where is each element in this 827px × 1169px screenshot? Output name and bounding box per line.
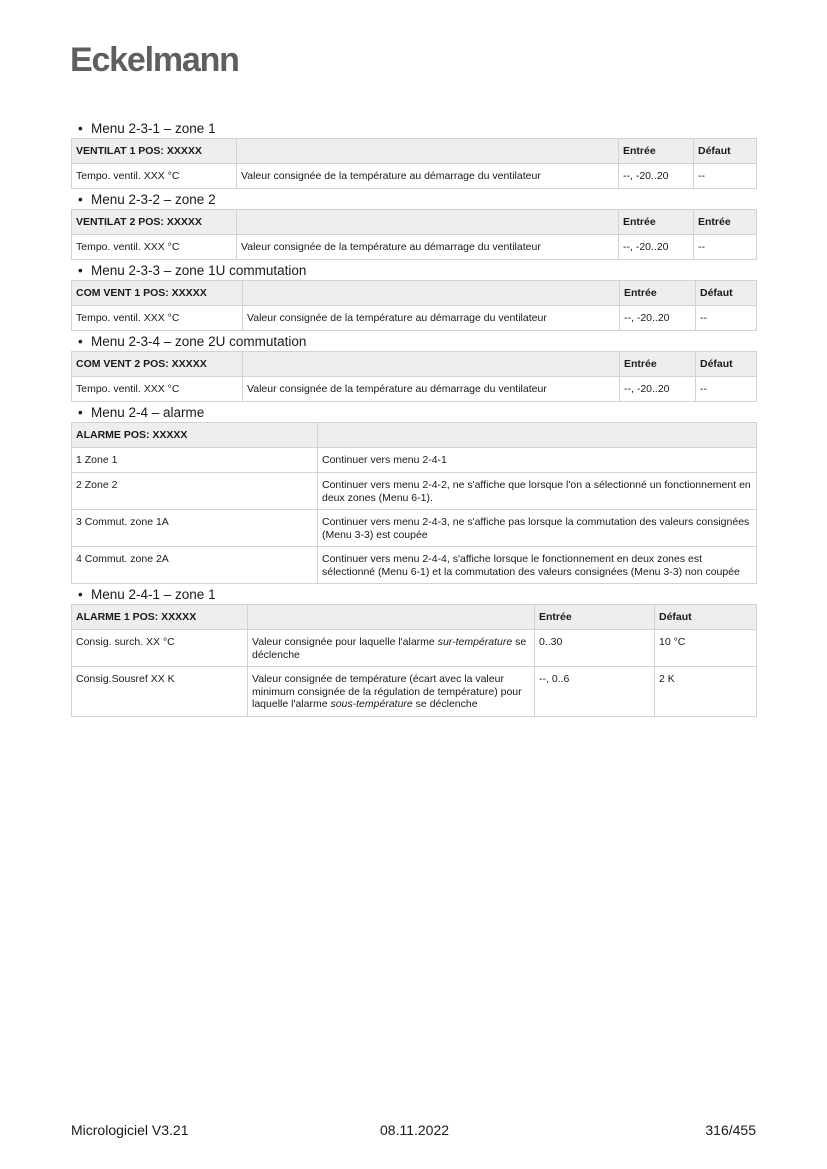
table-cell: --, -20..20 [619, 235, 694, 260]
header-cell: ALARME POS: XXXXX [72, 423, 318, 448]
table-cell: 3 Commut. zone 1A [72, 510, 318, 547]
table-header-row [72, 352, 757, 377]
table-cell: -- [696, 377, 757, 402]
header-cell [243, 281, 620, 306]
table-cell: Valeur consignée pour laquelle l'alarme sur-température se déclenche [248, 630, 535, 667]
table-header-row [72, 423, 757, 448]
header-cell [318, 423, 757, 448]
header-cell: Défaut [694, 139, 757, 164]
bullet-icon: • [78, 192, 83, 207]
table-cell: 4 Commut. zone 2A [72, 547, 318, 584]
table-cell: --, -20..20 [619, 164, 694, 189]
header-cell: Entrée [620, 281, 696, 306]
header-cell: ALARME 1 POS: XXXXX [72, 605, 248, 630]
header-cell: VENTILAT 1 POS: XXXXX [72, 139, 237, 164]
header-cell: COM VENT 1 POS: XXXXX [72, 281, 243, 306]
header-cell [248, 605, 535, 630]
table-cell: Continuer vers menu 2-4-2, ne s'affiche que lorsque l'on a sélectionné un fonctionnement en deux zones (Menu 6-1). [318, 473, 757, 510]
table-row [72, 235, 757, 260]
alarm-zone-table [71, 604, 757, 717]
bullet-icon: • [78, 334, 83, 349]
company-logo: Eckelmann [70, 41, 239, 79]
bullet-icon: • [78, 405, 83, 420]
table-cell: Tempo. ventil. XXX °C [72, 164, 237, 189]
header-cell: VENTILAT 2 POS: XXXXX [72, 210, 237, 235]
footer-page-number: 316/455 [705, 1122, 756, 1138]
table-cell: --, 0..6 [535, 667, 655, 717]
table-cell: -- [694, 235, 757, 260]
section-heading: • Menu 2-4 – alarme [78, 405, 205, 420]
table-header-row [72, 281, 757, 306]
table-cell: Valeur consignée de la température au démarrage du ventilateur [243, 377, 620, 402]
table-cell: Valeur consignée de la température au démarrage du ventilateur [243, 306, 620, 331]
header-cell: COM VENT 2 POS: XXXXX [72, 352, 243, 377]
section-heading: • Menu 2-3-1 – zone 1 [78, 121, 216, 136]
header-cell: Entrée [619, 139, 694, 164]
bullet-icon: • [78, 121, 83, 136]
header-cell: Défaut [696, 352, 757, 377]
header-cell: Entrée [619, 210, 694, 235]
bullet-icon: • [78, 587, 83, 602]
header-cell [243, 352, 620, 377]
table-row [72, 377, 757, 402]
table-cell: Continuer vers menu 2-4-3, ne s'affiche pas lorsque la commutation des valeurs consignées (Menu 3-3) est coupée [318, 510, 757, 547]
bullet-icon: • [78, 263, 83, 278]
table-row [72, 164, 757, 189]
table-row [72, 510, 757, 547]
header-cell [237, 139, 619, 164]
footer-date: 08.11.2022 [380, 1122, 450, 1138]
footer-firmware-version: Micrologiciel V3.21 [71, 1122, 189, 1138]
section-heading: • Menu 2-4-1 – zone 1 [78, 587, 216, 602]
table-cell: Valeur consignée de la température au démarrage du ventilateur [237, 235, 619, 260]
table-row [72, 448, 757, 473]
table-cell: Tempo. ventil. XXX °C [72, 377, 243, 402]
table-header-row [72, 605, 757, 630]
table-row [72, 667, 757, 717]
table-cell: Continuer vers menu 2-4-1 [318, 448, 757, 473]
page-footer [71, 1122, 756, 1140]
table-cell: 1 Zone 1 [72, 448, 318, 473]
table-header-row [72, 139, 757, 164]
table-cell: Tempo. ventil. XXX °C [72, 306, 243, 331]
parameter-table [71, 209, 757, 260]
header-cell: Entrée [620, 352, 696, 377]
alarm-menu-table [71, 422, 757, 584]
table-cell: -- [694, 164, 757, 189]
header-cell: Entrée [535, 605, 655, 630]
table-cell: Consig.Sousref XX K [72, 667, 248, 717]
header-cell: Défaut [696, 281, 757, 306]
header-cell: Entrée [694, 210, 757, 235]
section-heading: • Menu 2-3-2 – zone 2 [78, 192, 216, 207]
parameter-table [71, 280, 757, 331]
table-cell: Tempo. ventil. XXX °C [72, 235, 237, 260]
parameter-table [71, 138, 757, 189]
parameter-table [71, 351, 757, 402]
table-row [72, 630, 757, 667]
section-heading: • Menu 2-3-4 – zone 2U commutation [78, 334, 307, 349]
table-cell: -- [696, 306, 757, 331]
table-cell: 2 Zone 2 [72, 473, 318, 510]
table-cell: 10 °C [655, 630, 757, 667]
table-cell: Consig. surch. XX °C [72, 630, 248, 667]
table-row [72, 547, 757, 584]
table-cell: Valeur consignée de la température au démarrage du ventilateur [237, 164, 619, 189]
table-cell: Continuer vers menu 2-4-4, s'affiche lorsque le fonctionnement en deux zones est sélectionné (Menu 6-1) et la commutation des valeurs consignées (Menu 3-3) non coupée [318, 547, 757, 584]
table-cell: --, -20..20 [620, 306, 696, 331]
table-cell: Valeur consignée de température (écart avec la valeur minimum consignée de la régulation de température) pour laquelle l'alarme sous-température se déclenche [248, 667, 535, 717]
header-cell: Défaut [655, 605, 757, 630]
document-body [71, 120, 756, 719]
table-cell: 0..30 [535, 630, 655, 667]
table-cell: 2 K [655, 667, 757, 717]
table-cell: --, -20..20 [620, 377, 696, 402]
table-row [72, 306, 757, 331]
table-row [72, 473, 757, 510]
table-header-row [72, 210, 757, 235]
header-cell [237, 210, 619, 235]
section-heading: • Menu 2-3-3 – zone 1U commutation [78, 263, 307, 278]
